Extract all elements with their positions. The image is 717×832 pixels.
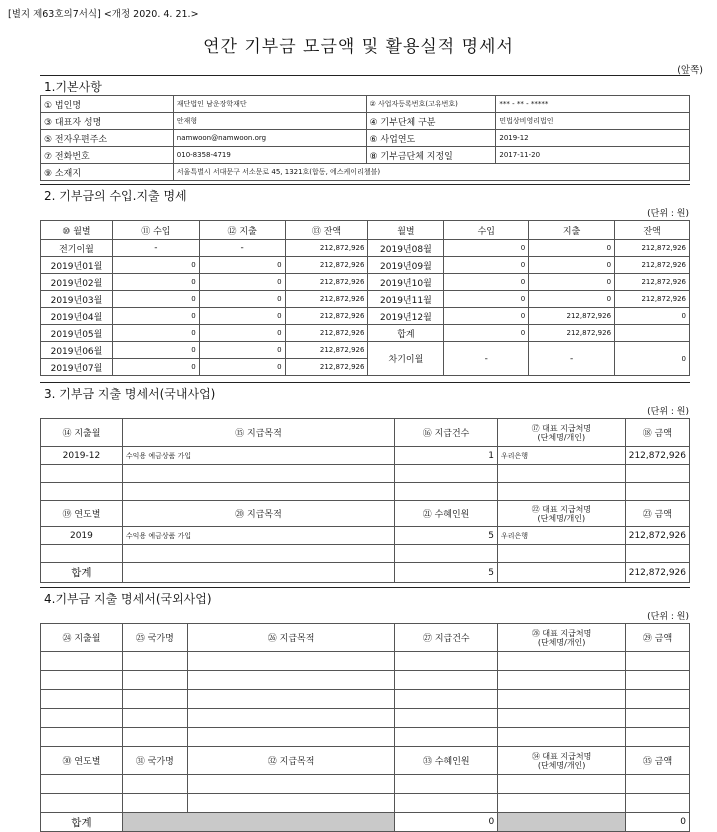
table-row	[41, 794, 690, 813]
cell-carry-balance: 0	[615, 342, 690, 376]
cell-purpose: 수익용 예금상품 가입	[122, 447, 394, 465]
section-divider	[40, 382, 690, 383]
value-address: 서울특별시 서대문구 서소문로 45, 1321호(합동, 에스케이리첼블)	[173, 164, 689, 181]
col-recipient	[498, 747, 626, 775]
cell-balance: 212,872,926	[285, 257, 368, 274]
empty-cell	[626, 775, 690, 794]
cell-balance-total	[615, 325, 690, 342]
cell-month: 2019년07월	[41, 359, 113, 376]
cell-expense: 0	[199, 359, 285, 376]
page-side-label: (앞쪽)	[677, 65, 703, 76]
cell-income: 0	[112, 257, 199, 274]
label-biz-number: ② 사업자등록번호(고유번호)	[366, 96, 496, 113]
col-recipient-line2: (단체명/개인)	[537, 513, 586, 523]
empty-cell	[122, 652, 187, 671]
basic-row	[41, 96, 690, 113]
cell-balance: 212,872,926	[285, 274, 368, 291]
cell-balance: 212,872,926	[285, 308, 368, 325]
cell-month: 2019년05월	[41, 325, 113, 342]
empty-cell	[187, 794, 395, 813]
unit-label: (단위 : 원)	[647, 407, 689, 417]
col-recipient-line1: ㉞ 대표 지급처명	[531, 751, 592, 761]
empty-cell	[395, 671, 498, 690]
cell-income: -	[112, 240, 199, 257]
empty-cell	[498, 775, 626, 794]
empty-cell	[395, 465, 498, 483]
col-recipient-line1: ㉘ 대표 지급처명	[531, 628, 592, 638]
cell-total-label: 합계	[41, 563, 123, 583]
col-count: ㉗ 지급건수	[395, 624, 498, 652]
table-row	[41, 483, 690, 501]
empty-cell	[41, 709, 123, 728]
value-corp-name: 재단법인 남운장학재단	[173, 96, 366, 113]
foreign-header-row	[41, 747, 690, 775]
col-balance: 잔액	[615, 221, 690, 240]
value-email: namwoon@namwoon.org	[173, 130, 366, 147]
income-header-row	[41, 221, 690, 240]
section-4-title: 4.기부금 지출 명세서(국외사업)	[44, 592, 212, 606]
cell-income: 0	[444, 308, 529, 325]
empty-cell	[41, 728, 123, 747]
col-year: ⑲ 연도별	[41, 501, 123, 527]
col-beneficiaries: ㉝ 수혜인원	[395, 747, 498, 775]
cell-carry-income: -	[444, 342, 529, 376]
cell-expense: 0	[199, 342, 285, 359]
domestic-header-row	[41, 501, 690, 527]
section-divider	[40, 587, 690, 588]
empty-cell	[41, 671, 123, 690]
value-biz-number: *** - ** - *****	[496, 96, 690, 113]
cell-month: 2019년01월	[41, 257, 113, 274]
col-recipient-line1: ㉒ 대표 지급처명	[531, 504, 592, 514]
col-expense-month: ㉔ 지출월	[41, 624, 123, 652]
table-row	[41, 325, 690, 342]
value-phone: 010-8358-4719	[173, 147, 366, 164]
label-corp-name: ① 법인명	[41, 96, 174, 113]
cell-total-beneficiaries: 5	[395, 563, 498, 583]
cell-amount: 212,872,926	[625, 447, 689, 465]
table-row	[41, 690, 690, 709]
col-purpose: ⑳ 지급목적	[122, 501, 394, 527]
cell-month: 2019년02월	[41, 274, 113, 291]
empty-cell	[41, 465, 123, 483]
cell-expense: 0	[199, 308, 285, 325]
cell-total-label: 합계	[41, 813, 123, 832]
label-phone: ⑦ 전화번호	[41, 147, 174, 164]
col-amount: ⑱ 금액	[625, 419, 689, 447]
cell-month: 2019년04월	[41, 308, 113, 325]
col-count: ⑯ 지급건수	[395, 419, 498, 447]
basic-row	[41, 147, 690, 164]
shaded-cell	[498, 813, 626, 832]
empty-cell	[395, 652, 498, 671]
col-beneficiaries: ㉑ 수혜인원	[395, 501, 498, 527]
foreign-header-row	[41, 624, 690, 652]
empty-cell	[625, 545, 689, 563]
empty-cell	[122, 728, 187, 747]
cell-income: 0	[112, 274, 199, 291]
cell-income: 0	[112, 291, 199, 308]
cell-expense: 212,872,926	[529, 308, 615, 325]
cell-balance: 212,872,926	[615, 257, 690, 274]
basic-row	[41, 164, 690, 181]
empty-cell	[122, 709, 187, 728]
empty-cell	[122, 775, 187, 794]
cell-income: 0	[444, 257, 529, 274]
cell-expense: 0	[199, 257, 285, 274]
empty-cell	[625, 465, 689, 483]
cell-carry-label: 차기이월	[368, 342, 444, 376]
cell-beneficiaries: 5	[395, 527, 498, 545]
cell-income: 0	[444, 274, 529, 291]
empty-cell	[122, 545, 394, 563]
cell-balance: 212,872,926	[285, 291, 368, 308]
cell-recipient: 우리은행	[497, 527, 625, 545]
col-recipient-line2: (단체명/개인)	[537, 432, 586, 442]
cell-income: 0	[112, 342, 199, 359]
empty-cell	[395, 794, 498, 813]
col-month: ⑩ 월별	[41, 221, 113, 240]
empty-cell	[626, 709, 690, 728]
empty-cell	[498, 671, 626, 690]
col-expense: ⑫ 지출	[199, 221, 285, 240]
basic-row	[41, 130, 690, 147]
cell-income: 0	[112, 325, 199, 342]
unit-label: (단위 : 원)	[647, 209, 689, 219]
total-row	[41, 563, 690, 583]
empty-cell	[498, 709, 626, 728]
col-month: 월별	[368, 221, 444, 240]
cell-balance: 0	[615, 308, 690, 325]
table-row	[41, 728, 690, 747]
empty-cell	[497, 563, 625, 583]
col-country: ㉛ 국가명	[122, 747, 187, 775]
col-recipient-line1: ⑰ 대표 지급처명	[531, 423, 592, 433]
empty-cell	[41, 794, 123, 813]
empty-cell	[187, 709, 395, 728]
label-address: ⑨ 소재지	[41, 164, 174, 181]
empty-cell	[395, 775, 498, 794]
cell-month: 2019년08월	[368, 240, 444, 257]
domestic-header-row	[41, 419, 690, 447]
total-row	[41, 813, 690, 832]
income-table	[40, 220, 690, 376]
empty-cell	[122, 671, 187, 690]
cell-expense: 0	[529, 240, 615, 257]
form-header-note: [별지 제63호의7서식] <개정 2020. 4. 21.>	[8, 9, 199, 20]
empty-cell	[497, 465, 625, 483]
table-row	[41, 527, 690, 545]
col-amount: ㉓ 금액	[625, 501, 689, 527]
col-recipient	[497, 419, 625, 447]
empty-cell	[187, 652, 395, 671]
cell-balance: 212,872,926	[285, 240, 368, 257]
cell-month: 2019-12	[41, 447, 123, 465]
col-purpose: ㉜ 지급목적	[187, 747, 395, 775]
cell-total-label: 합계	[368, 325, 444, 342]
table-row	[41, 709, 690, 728]
cell-total-amount: 0	[626, 813, 690, 832]
section-1-title: 1.기본사항	[44, 80, 102, 94]
cell-income: 0	[444, 291, 529, 308]
empty-cell	[41, 545, 123, 563]
cell-expense: 0	[529, 274, 615, 291]
cell-expense: 0	[529, 291, 615, 308]
shaded-cell	[122, 813, 394, 832]
empty-cell	[626, 690, 690, 709]
cell-year: 2019	[41, 527, 123, 545]
empty-cell	[395, 483, 498, 501]
empty-cell	[395, 545, 498, 563]
col-recipient-line2: (단체명/개인)	[537, 760, 586, 770]
table-row	[41, 291, 690, 308]
empty-cell	[498, 728, 626, 747]
table-row	[41, 257, 690, 274]
col-amount: ㉟ 금액	[626, 747, 690, 775]
empty-cell	[41, 775, 123, 794]
empty-cell	[187, 690, 395, 709]
page-title: 연간 기부금 모금액 및 활용실적 명세서	[203, 37, 514, 57]
empty-cell	[41, 690, 123, 709]
cell-expense-total: 212,872,926	[529, 325, 615, 342]
empty-cell	[187, 671, 395, 690]
cell-expense: 0	[529, 257, 615, 274]
col-recipient	[497, 501, 625, 527]
table-row	[41, 545, 690, 563]
cell-expense: -	[199, 240, 285, 257]
label-fiscal-year: ⑥ 사업연도	[366, 130, 496, 147]
empty-cell	[122, 465, 394, 483]
table-row	[41, 775, 690, 794]
cell-income-total: 0	[444, 325, 529, 342]
empty-cell	[626, 652, 690, 671]
empty-cell	[497, 483, 625, 501]
cell-count: 1	[395, 447, 498, 465]
cell-balance: 212,872,926	[615, 291, 690, 308]
table-row	[41, 671, 690, 690]
empty-cell	[498, 652, 626, 671]
cell-expense: 0	[199, 325, 285, 342]
col-balance: ⑬ 잔액	[285, 221, 368, 240]
unit-label: (단위 : 원)	[647, 612, 689, 622]
foreign-table	[40, 623, 690, 832]
cell-balance: 212,872,926	[285, 342, 368, 359]
cell-month: 2019년06월	[41, 342, 113, 359]
col-amount: ㉙ 금액	[626, 624, 690, 652]
empty-cell	[395, 690, 498, 709]
section-divider	[40, 184, 690, 185]
cell-carry-expense: -	[529, 342, 615, 376]
cell-expense: 0	[199, 274, 285, 291]
table-row	[41, 652, 690, 671]
empty-cell	[395, 709, 498, 728]
empty-cell	[497, 545, 625, 563]
empty-cell	[395, 728, 498, 747]
value-designation-date: 2017-11-20	[496, 147, 690, 164]
label-org-type: ④ 기부단체 구분	[366, 113, 496, 130]
empty-cell	[498, 794, 626, 813]
label-ceo: ③ 대표자 성명	[41, 113, 174, 130]
value-fiscal-year: 2019-12	[496, 130, 690, 147]
col-purpose: ㉖ 지급목적	[187, 624, 395, 652]
cell-month: 전기이월	[41, 240, 113, 257]
empty-cell	[187, 728, 395, 747]
empty-cell	[41, 652, 123, 671]
cell-income: 0	[444, 240, 529, 257]
cell-month: 2019년10월	[368, 274, 444, 291]
table-row	[41, 465, 690, 483]
label-designation-date: ⑧ 기부금단체 지정일	[366, 147, 496, 164]
empty-cell	[498, 690, 626, 709]
cell-balance: 212,872,926	[285, 325, 368, 342]
empty-cell	[625, 483, 689, 501]
cell-total-amount: 212,872,926	[625, 563, 689, 583]
basic-row	[41, 113, 690, 130]
cell-balance: 212,872,926	[615, 274, 690, 291]
cell-expense: 0	[199, 291, 285, 308]
table-row	[41, 342, 690, 359]
table-row	[41, 240, 690, 257]
table-row	[41, 447, 690, 465]
section-divider	[40, 75, 690, 76]
empty-cell	[626, 794, 690, 813]
col-expense-month: ⑭ 지출월	[41, 419, 123, 447]
col-recipient-line2: (단체명/개인)	[537, 637, 586, 647]
col-purpose: ⑮ 지급목적	[122, 419, 394, 447]
empty-cell	[626, 671, 690, 690]
cell-balance: 212,872,926	[285, 359, 368, 376]
cell-income: 0	[112, 359, 199, 376]
col-income: ⑪ 수입	[112, 221, 199, 240]
empty-cell	[122, 794, 187, 813]
col-country: ㉕ 국가명	[122, 624, 187, 652]
cell-purpose: 수익용 예금상품 가입	[122, 527, 394, 545]
cell-month: 2019년09월	[368, 257, 444, 274]
value-ceo: 안재형	[173, 113, 366, 130]
col-expense: 지출	[529, 221, 615, 240]
empty-cell	[122, 483, 394, 501]
cell-total-count: 0	[395, 813, 498, 832]
basic-info-table	[40, 95, 690, 181]
empty-cell	[122, 690, 187, 709]
section-2-title: 2. 기부금의 수입.지출 명세	[44, 189, 187, 203]
table-row	[41, 308, 690, 325]
cell-recipient: 우리은행	[497, 447, 625, 465]
cell-income: 0	[112, 308, 199, 325]
empty-cell	[187, 775, 395, 794]
label-email: ⑤ 전자우편주소	[41, 130, 174, 147]
col-recipient	[498, 624, 626, 652]
domestic-table	[40, 418, 690, 583]
empty-cell	[122, 563, 394, 583]
section-3-title: 3. 기부금 지출 명세서(국내사업)	[44, 387, 216, 401]
cell-month: 2019년03월	[41, 291, 113, 308]
value-org-type: 민법상비영리법인	[496, 113, 690, 130]
empty-cell	[41, 483, 123, 501]
col-year: ㉚ 연도별	[41, 747, 123, 775]
cell-month: 2019년12월	[368, 308, 444, 325]
cell-amount: 212,872,926	[625, 527, 689, 545]
empty-cell	[626, 728, 690, 747]
cell-month: 2019년11월	[368, 291, 444, 308]
cell-balance: 212,872,926	[615, 240, 690, 257]
table-row	[41, 274, 690, 291]
col-income: 수입	[444, 221, 529, 240]
